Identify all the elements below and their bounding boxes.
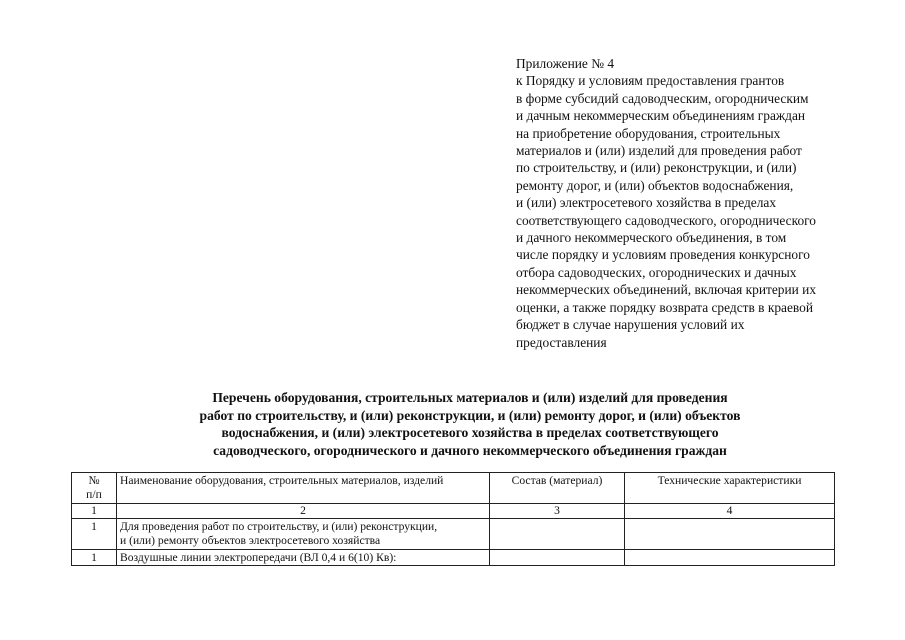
row-composition bbox=[490, 550, 625, 566]
appendix-heading: Приложение № 4 bbox=[516, 56, 615, 71]
table-header-row bbox=[72, 473, 835, 504]
title-line: садоводческого, огороднического и дачного некоммерческого объединения граждан bbox=[213, 442, 727, 458]
column-number: 1 bbox=[72, 504, 117, 519]
header-number-sign: № bbox=[88, 474, 100, 487]
row-name-line: Для проведения работ по строительству, и (или) реконструкции, bbox=[120, 520, 438, 533]
row-technical bbox=[625, 550, 835, 566]
appendix-line: числе порядку и условиям проведения конкурсного bbox=[516, 247, 810, 263]
equipment-table bbox=[71, 472, 835, 566]
row-number: 1 bbox=[72, 519, 117, 550]
table-row bbox=[72, 550, 835, 566]
appendix-line: по строительству, и (или) реконструкции, и (или) bbox=[516, 160, 797, 176]
appendix-block bbox=[516, 55, 876, 351]
appendix-line: и (или) электросетевого хозяйства в пределах bbox=[516, 195, 777, 211]
table-row bbox=[72, 519, 835, 550]
appendix-line: бюджет в случае нарушения условий их bbox=[516, 317, 745, 333]
row-number: 1 bbox=[72, 550, 117, 566]
appendix-line: предоставления bbox=[516, 334, 607, 350]
column-number: 4 bbox=[625, 504, 835, 519]
document-title bbox=[120, 389, 820, 459]
header-composition: Состав (материал) bbox=[490, 473, 625, 504]
column-number: 3 bbox=[490, 504, 625, 519]
header-name: Наименование оборудования, строительных материалов, изделий bbox=[117, 473, 490, 504]
row-name-line: и (или) ремонту объектов электросетевого хозяйства bbox=[120, 534, 381, 547]
appendix-line: к Порядку и условиям предоставления грантов bbox=[516, 73, 785, 89]
appendix-line: оценки, а также порядку возврата средств в краевой bbox=[516, 299, 814, 315]
title-line: Перечень оборудования, строительных материалов и (или) изделий для проведения bbox=[212, 390, 728, 405]
column-number-row bbox=[72, 504, 835, 519]
appendix-line: отбора садоводческих, огороднических и дачных bbox=[516, 264, 797, 280]
appendix-line: соответствующего садоводческого, огороднического bbox=[516, 212, 816, 228]
column-number: 2 bbox=[117, 504, 490, 519]
appendix-line: на приобретение оборудования, строительных bbox=[516, 125, 781, 141]
title-line: водоснабжения, и (или) электросетевого хозяйства в пределах соответствующего bbox=[221, 425, 719, 440]
appendix-line: и дачным некоммерческим объединениям граждан bbox=[516, 108, 806, 124]
appendix-line: в форме субсидий садоводческим, огородническим bbox=[516, 90, 809, 106]
title-line: работ по строительству, и (или) реконструкции, и (или) ремонту дорог, и (или) объектов bbox=[199, 407, 741, 423]
appendix-line: некоммерческих объединений, включая критерии их bbox=[516, 282, 817, 298]
header-number bbox=[72, 473, 117, 504]
row-name: Воздушные линии электропередачи (ВЛ 0,4 и 6(10) Кв): bbox=[117, 550, 490, 566]
row-name bbox=[117, 519, 490, 550]
header-technical: Технические характеристики bbox=[625, 473, 835, 504]
appendix-line: и дачного некоммерческого объединения, в том bbox=[516, 230, 787, 246]
row-technical bbox=[625, 519, 835, 550]
appendix-line: материалов и (или) изделий для проведения работ bbox=[516, 143, 802, 159]
appendix-line: ремонту дорог, и (или) объектов водоснабжения, bbox=[516, 177, 794, 193]
header-number-abbr: п/п bbox=[86, 488, 102, 501]
row-composition bbox=[490, 519, 625, 550]
